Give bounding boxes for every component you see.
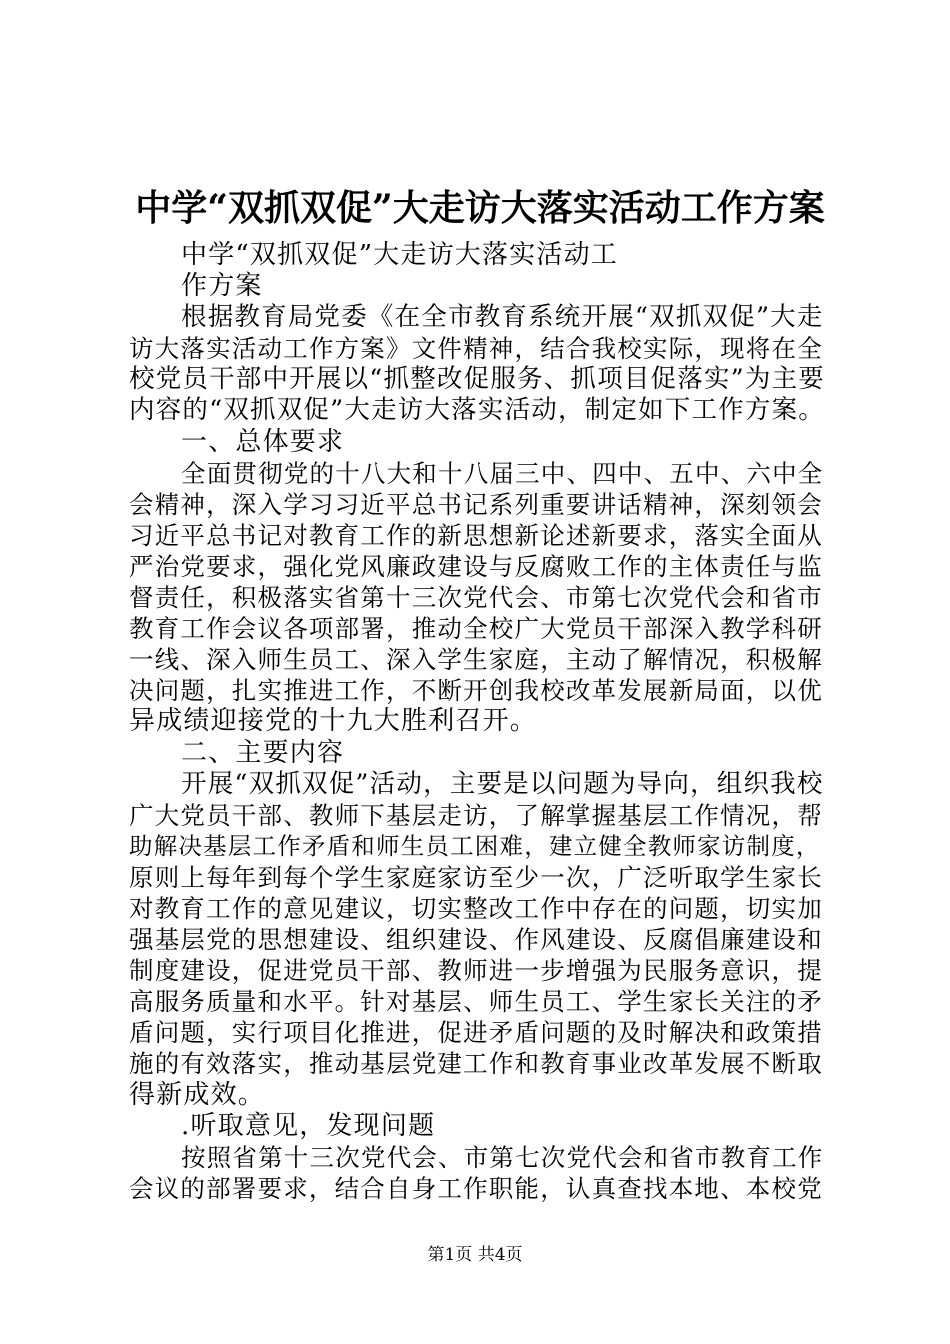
text-line: 一线、深入师生员工、深入学生家庭，主动了解情况，积极解 bbox=[129, 645, 823, 675]
page-number: 第1页 共4页 bbox=[427, 1245, 523, 1265]
text-line: 访大落实活动工作方案》文件精神，结合我校实际，现将在全 bbox=[129, 334, 823, 364]
document-title: 中学“双抓双促”大走访大落实活动工作方案 bbox=[135, 187, 825, 229]
document-body bbox=[129, 240, 833, 1204]
text-line: 严治党要求，强化党风廉政建设与反腐败工作的主体责任与监 bbox=[129, 551, 823, 581]
text-line: 对教育工作的意见建议，切实整改工作中存在的问题，切实加 bbox=[129, 893, 823, 923]
text-line: 督责任，积极落实省第十三次党代会、市第七次党代会和省市 bbox=[129, 583, 823, 613]
text-line: .听取意见，发现问题 bbox=[181, 1110, 436, 1141]
text-line: 盾问题，实行项目化推进，促进矛盾问题的及时解决和政策措 bbox=[129, 1018, 823, 1048]
text-line: 广大党员干部、教师下基层走访，了解掌握基层工作情况，帮 bbox=[129, 800, 823, 830]
text-line: 得新成效。 bbox=[129, 1079, 266, 1110]
text-line: 教育工作会议各项部署，推动全校广大党员干部深入教学科研 bbox=[129, 614, 823, 644]
text-line: 习近平总书记对教育工作的新思想新论述新要求，落实全面从 bbox=[129, 520, 823, 550]
text-line: 二、主要内容 bbox=[181, 737, 345, 768]
text-line: 制度建设，促进党员干部、教师进一步增强为民服务意识，提 bbox=[129, 956, 823, 986]
text-line: 内容的“双抓双促”大走访大落实活动，制定如下工作方案。 bbox=[129, 395, 825, 426]
text-line: 开展“双抓双促”活动，主要是以问题为导向，组织我校 bbox=[181, 768, 824, 799]
text-line: 会议的部署要求，结合自身工作职能，认真查找本地、本校党 bbox=[129, 1173, 823, 1203]
text-line: 决问题，扎实推进工作，不断开创我校改革发展新局面，以优 bbox=[129, 676, 823, 706]
text-line: 中学“双抓双促”大走访大落实活动工 bbox=[181, 240, 618, 270]
text-line: 异成绩迎接党的十九大胜利召开。 bbox=[129, 706, 538, 737]
text-line: 根据教育局党委《在全市教育系统开展“双抓双促”大走 bbox=[181, 302, 824, 333]
text-line: 全面贯彻党的十八大和十八届三中、四中、五中、六中全 bbox=[181, 458, 824, 488]
text-line: 强基层党的思想建设、组织建设、作风建设、反腐倡廉建设和 bbox=[129, 925, 823, 955]
text-line: 一、总体要求 bbox=[181, 426, 345, 457]
text-line: 作方案 bbox=[181, 271, 263, 302]
text-line: 校党员干部中开展以“抓整改促服务、抓项目促落实”为主要 bbox=[129, 364, 825, 395]
text-line: 原则上每年到每个学生家庭家访至少一次，广泛听取学生家长 bbox=[129, 862, 823, 892]
text-line: 施的有效落实，推动基层党建工作和教育事业改革发展不断取 bbox=[129, 1049, 823, 1079]
text-line: 会精神，深入学习习近平总书记系列重要讲话精神，深刻领会 bbox=[129, 489, 823, 519]
text-line: 高服务质量和水平。针对基层、师生员工、学生家长关注的矛 bbox=[129, 987, 823, 1017]
text-line: 助解决基层工作矛盾和师生员工困难，建立健全教师家访制度， bbox=[129, 831, 821, 860]
text-line: 按照省第十三次党代会、市第七次党代会和省市教育工作 bbox=[181, 1142, 824, 1172]
